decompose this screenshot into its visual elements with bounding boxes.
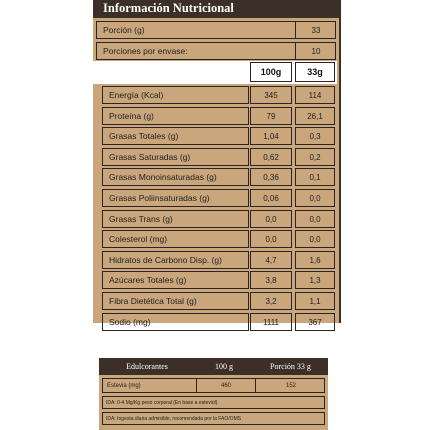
nutrient-label: Hidratos de Carbono Disp. (g) [102,251,249,269]
sweeteners-table [99,358,328,430]
ida-definition: IDA: Ingesta diaria admisible, recomendada por la FAO/OMS [106,415,242,422]
nutrient-value-portion: 0,2 [295,148,335,166]
nutrient-label: Grasas Trans (g) [102,210,249,228]
nutrient-value-portion: 0,1 [295,168,335,186]
panel-title: Información Nutricional [93,0,339,18]
nutrient-label: Sodio (mg) [102,313,249,331]
portion-value: 33 [311,25,321,35]
stevia-100g: 460 [220,382,231,389]
nutrient-value-100g: 1,04 [250,127,292,145]
col-header-33g: 33g [295,62,335,82]
nutrient-value-portion: 1,3 [295,271,335,289]
nutrient-value-100g: 0,06 [250,189,292,207]
servings-row [96,42,336,60]
ida-note-row [102,396,325,409]
sweeteners-col-name: Edulcorantes [126,362,168,371]
stevia-portion: 152 [285,382,296,389]
nutrient-value-portion: 26,1 [295,107,335,125]
sweeteners-col-100g: 100 g [215,362,233,371]
ida-definition-row [102,412,325,425]
nutrient-value-portion: 0,3 [295,127,335,145]
stevia-label: Estevia (mg) [107,382,141,389]
nutrient-value-portion: 367 [295,313,335,331]
servings-value: 10 [311,46,321,56]
nutrient-value-portion: 0,0 [295,189,335,207]
nutrient-label: Azúcares Totales (g) [102,271,249,289]
nutrient-value-100g: 0,62 [250,148,292,166]
nutrient-label: Grasas Monoinsaturadas (g) [102,168,249,186]
nutrient-value-100g: 0,36 [250,168,292,186]
nutrient-label: Grasas Poliinsaturadas (g) [102,189,249,207]
nutrient-value-100g: 3,2 [250,292,292,310]
portion-label: Porción (g) [103,25,145,35]
nutrient-label: Colesterol (mg) [102,230,249,248]
nutrition-panel [93,0,341,327]
nutrient-label: Grasas Totales (g) [102,127,249,145]
nutrient-label: Grasas Saturadas (g) [102,148,249,166]
nutrient-label: Proteína (g) [102,107,249,125]
nutrient-value-100g: 3,8 [250,271,292,289]
stevia-row [102,378,325,393]
nutrient-label: Energía (Kcal) [102,86,249,104]
nutrient-label: Fibra Dietética Total (g) [102,292,249,310]
nutrient-value-portion: 1,6 [295,251,335,269]
nutrient-value-100g: 0,0 [250,230,292,248]
servings-label: Porciones por envase: [103,46,188,56]
portion-row [96,21,336,39]
col-header-100g: 100g [250,62,292,82]
nutrient-value-portion: 0,0 [295,230,335,248]
nutrient-value-100g: 1111 [250,313,292,331]
nutrient-value-portion: 1,1 [295,292,335,310]
nutrient-value-100g: 0,0 [250,210,292,228]
nutrient-value-100g: 79 [250,107,292,125]
nutrient-value-portion: 0,0 [295,210,335,228]
nutrient-value-100g: 345 [250,86,292,104]
nutrient-value-portion: 114 [295,86,335,104]
ida-note: IDA: 0-4 Mg/Kg peso corporal (En base a esteviol) [106,399,218,406]
sweeteners-col-portion: Porción 33 g [270,362,311,371]
nutrient-value-100g: 4,7 [250,251,292,269]
